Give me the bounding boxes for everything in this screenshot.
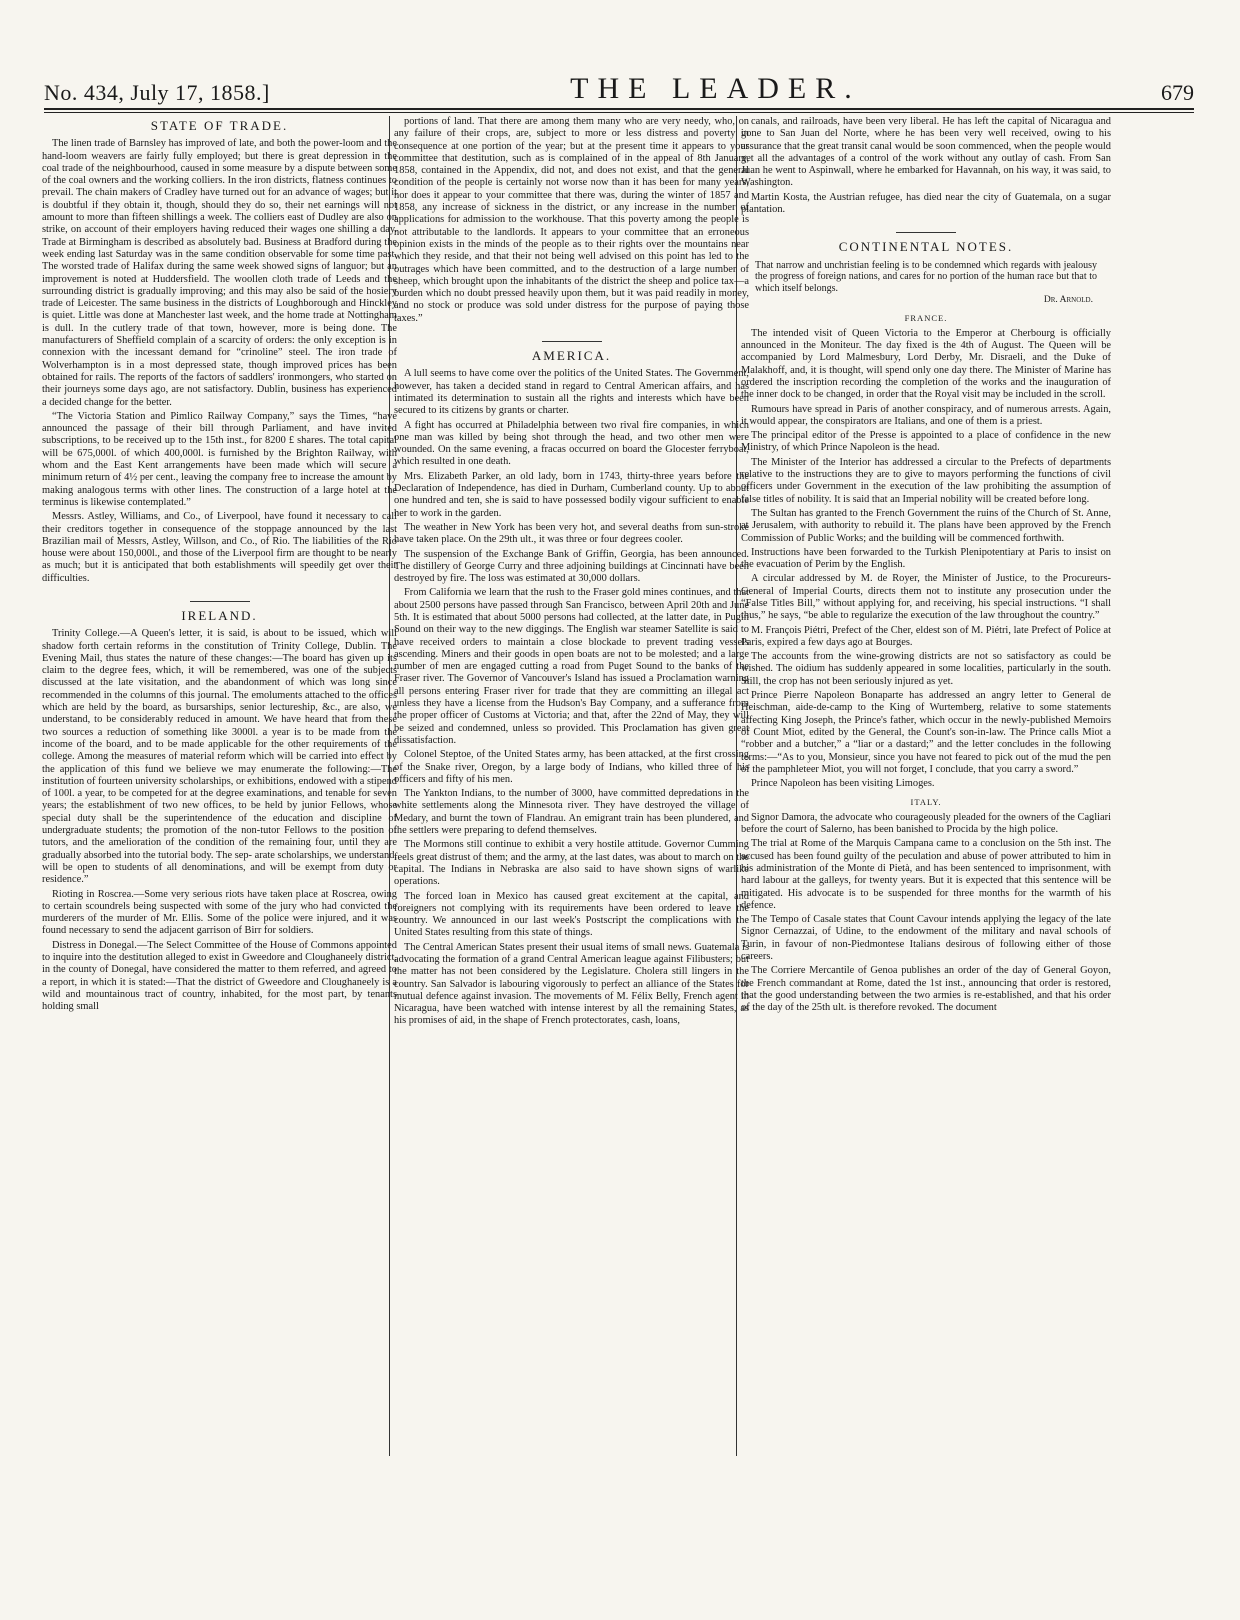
article-paragraph: The linen trade of Barnsley has improved of late, and both the power-loom and the hand-loom weavers are fairly fully employed; but there is great depression in the coal trade of the neighbourhood, caused in some measure by a dispute between some of the coal owners and the working colliers. In the iron districts, flatness continues to prevail. The chain makers of Cradley have turned out for an advance of wages; but it is doubtful if they obtain it, though, should they do so, their net earnings will not amount to more than fifteen shillings a week. The colliers east of Dudley are also on strike, on account of their employers having reduced their wages one shilling a day. Trade at Birmingham is described as absolutely bad. Business at Bradford during the week ending last Saturday was in the same condition observable for some time past. The worsted trade of Halifax during the same week showed signs of languor; but an improvement is noted at Huddersfield. The woollen cloth trade of Leeds and the surrounding district is gradually improving; and this may also be said of the hosiery trade of Leicester. The same business in the districts of Loughborough and Hinckley is quiet. Little was done at Manchester last week, and the home trade at Nottingham is dull. In the cutlery trade of that town, however, more is being done. The manufacturers of Sheffield complain of a scarcity of orders: the only exception is in connexion with the incessant demand for “crinoline” steel. The iron trade of Wolverhampton is in a most depressed state, though improved prices has been obtained for rails. The reports of the factors of saddlers' ironmongers, who started on their journeys some days ago, are not satisfactory. Dublin, business has experienced a decided change for the better.	[42, 138, 397, 408]
article-paragraph: Distress in Donegal.—The Select Committee of the House of Commons appointed to inquire into the destitution alleged to exist in Gweedore and Cloughaneely district, in the county of Donegal, have considered the matter to them referred, and agreed to a report, in which it is stated:—That the district of Gweedore and Cloughaneely is a wild and mountainous tract of country, inhabited, for the most part, by tenants holding small	[42, 939, 397, 1013]
epigraph-signature: Dr. Arnold.	[1043, 295, 1093, 306]
article-paragraph: The forced loan in Mexico has caused great excitement at the capital, and foreigners not complying with its requirements have been ordered to leave the country. We announced in our last week's Postscript the complications with the United States resulting from this state of things.	[394, 890, 749, 939]
article-paragraph: Signor Damora, the advocate who courageously pleaded for the owners of the Cagliari before the court of Salerno, has been banished to Procida by the high police.	[741, 811, 1111, 836]
epigraph: That narrow and unchristian feeling is to be condemned which regards with jealousy the progress of foreign nations, and cares for no portion of the human race but that to which itself belongs.	[755, 259, 1097, 294]
subheading-france: FRANCE.	[904, 313, 948, 324]
article-paragraph: The Central American States present their usual items of small news. Guatemala is advocating the formation of a grand Central American league against Filibusters; but the matter has not been considered by the Legislature. Cholera still lingers in the country. San Salvador is labouring vigorously to perfect an alliance of the States for mutual defence against invasion. The movements of M. Félix Belly, French agent in Nicaragua, have been watched with intense interest by all the remaining States, as his promises of aid, in the shape of French protectorates, cash, loans,	[394, 941, 749, 1027]
issue-line: No. 434, July 17, 1858.]	[44, 80, 270, 105]
masthead-rule-thin	[44, 112, 1194, 113]
section-separator	[542, 341, 602, 342]
article-paragraph: Trinity College.—A Queen's letter, it is said, is about to be issued, which will shadow forth certain reforms in the constitution of Trinity College, Dublin. The Evening Mail, thus states the nature of these changes:—The board has given up its claim to the degree fees, which, it will be remembered, was one of the subjects discussed at the late visitation, and the abandonment of which was long since recommended in the columns of this journal. The emoluments attached to the offices which are held by the board, as bursarships, senior lectureship, &c., are also, we understand, to be considerably reduced in amount. We have heard that from these two sources a reduction of something like 3000l. a year is to be made from the income of the board, and to be made applicable for the other requirements of the college. Among the measures of material reform which will be carried into effect by the application of this fund we believe we may enumerate the following:—The institution of fourteen university scholarships, or exhibitions, endowed with a stipend of 100l. a year, to be competed for at the degree examinations, and tenable for seven years; the establishment of two new offices, to be held by junior Fellows, whose special duty shall be the superintendence of the education and discipline of undergraduate students; the promotion of the non-tutor Fellows to the position of tutors, and the amelioration of the condition of the remaining four, until they are gradually absorbed into the tutorial body. The sep- arate scholarships, we understand, will be open to students of all denominations, and will be exempt from duty or residence.”	[42, 628, 397, 886]
article-paragraph: Mrs. Elizabeth Parker, an old lady, born in 1743, thirty-three years before the Declaration of Independence, has died in Durham, Cumberland county. Up to about one hundred and ten, she is said to have possessed bodily vigour sufficient to enable her to work in the garden.	[394, 470, 749, 519]
section-separator	[190, 601, 250, 602]
article-paragraph: The suspension of the Exchange Bank of Griffin, Georgia, has been announced. The distillery of George Curry and three adjoining buildings at Cincinnati have been destroyed by fire. The loss was estimated at 30,000 dollars.	[394, 548, 749, 585]
article-paragraph: A circular addressed by M. de Royer, the Minister of Justice, to the Procureurs-General of Imperial Courts, directs them not to institute any prosecution under the “False Titles Bill,” without applying for, and receiving, his special instructions. “I shall thus,” he says, “be able to regularize the execution of the law throughout the country.”	[741, 573, 1111, 622]
article-paragraph: M. François Piétri, Prefect of the Cher, eldest son of M. Piétri, late Prefect of Police at Paris, expired a few days ago at Bourges.	[741, 624, 1111, 648]
article-paragraph: Rioting in Roscrea.—Some very serious riots have taken place at Roscrea, owing to certain scoundrels being suspected with some of the jury who had convicted the murderers of the murder of Mr. Ellis. Some of the police were injured, and it was found necessary to send the adjacent garrison of Birr for soldiers.	[42, 888, 397, 937]
column-3	[741, 116, 1111, 1456]
article-paragraph: The Corriere Mercantile of Genoa publishes an order of the day of General Goyon, the French commandant at Rome, dated the 1st inst., announcing that order is restored, that the good understanding between the two armies is re-established, and that his order of the day of the 25th ult. is therefore revoked. The document	[741, 965, 1111, 1014]
masthead-rule	[44, 108, 1194, 110]
column-2	[394, 116, 749, 1456]
article-paragraph: portions of land. That there are among them many who are very needy, who, on any failure of their crops, are, subject to more or less distress and poverty in consequence at one portion of the year; but at the present time it appears to your committee that destitution, such as is complained of in the appeal of 8th January, 1858, contained in the Appendix, did not, and does not exist, and that the general condition of the people is certainly not worse now than it has been for many years, nor does it appear to your committee that there was, during the winter of 1857 and 1858, any increase of sickness in the district, or any increase in the number of applications for admission to the workhouse. That this poverty among the people is not attributable to the landlords. It appears to your committee that an erroneous opinion exists in the minds of the people as to their rights over the mountains near which they reside, and that their not being well advised on this point has led to the outrages which have been committed, and to the destruction of a large number of sheep, which brought upon the inhabitants of the district the sheep and police tax—a burden which no doubt pressed heavily upon them, but it was paid readily in money, and no stock or produce was sold under distress for the purpose of paying those taxes.”	[394, 116, 749, 324]
article-paragraph: A fight has occurred at Philadelphia between two rival fire companies, in which one man was killed by being shot through the head, and two other men were wounded. On the same evening, a fracas occurred on board the Glocester ferryboat, which resulted in one death.	[394, 419, 749, 468]
article-paragraph: The intended visit of Queen Victoria to the Emperor at Cherbourg is officially announced in the Moniteur. The day fixed is the 4th of August. The Queen will be accompanied by Lord Malmesbury, Lord Derby, Mr. Disraeli, and the Duke of Malakhoff, and, it is thought, will spend only one day there. The Minister of Marine has ordered the inscription recording the completion of the works and the inauguration of the inner dock to be changed, in order that the Royal visit may be included in the scroll.	[741, 327, 1111, 401]
article-paragraph: From California we learn that the rush to the Fraser gold mines continues, and that about 2500 persons have passed through San Francisco, between April 20th and June 5th. It is estimated that about 5000 persons had collected, at the latter date, in Pugin Sound on their way to the new diggings. The English war steamer Satellite is said to have received orders to maintain a close blockade to prevent trading vessels ascending. Miners and their goods in open boats are not to be molested; and a large number of men are engaged cutting a road from Puget Sound to the banks of the Fraser river. The Governor of Vancouver's Island has issued a Proclamation warning all persons entering Fraser river for trade that they are committing an illegal act unless they have a license from the Hudson's Bay Company, and a sufferance from the proper officer of Customs at Victoria; and that, after the 22nd of May, they will be seized and condemned, unless so provided. This Proclamation has given great dissatisfaction.	[394, 587, 749, 746]
article-paragraph: The Sultan has granted to the French Government the ruins of the Church of St. Anne, at Jerusalem, with authority to rebuild it. The plans have been approved by the French Commission of Public Works; and the building will be commenced forthwith.	[741, 507, 1111, 544]
article-paragraph: A lull seems to have come over the politics of the United States. The Government, however, has taken a decided stand in regard to Central American affairs, and has intimated its determination to sustain all the rights and interests which have been secured to its citizens by grants or charter.	[394, 368, 749, 417]
article-paragraph: The principal editor of the Presse is appointed to a place of confidence in the new Ministry, of which Prince Napoleon is the head.	[741, 430, 1111, 454]
section-heading-america: AMERICA.	[531, 348, 612, 364]
article-paragraph: Instructions have been forwarded to the Turkish Plenipotentiary at Paris to insist on the evacuation of Perim by the English.	[741, 546, 1111, 571]
article-paragraph: The trial at Rome of the Marquis Campana came to a conclusion on the 5th inst. The accused has been found guilty of the peculation and abuse of power attributed to him in his administration of the Monte di Pietà, and has been sentenced to imprisonment, with hard labour at the galleys, for twenty years. But it is expected that this sentence will be mitigated. His advocate is to be suspended for three months for the warmth of his defence.	[741, 838, 1111, 911]
article-paragraph: The accounts from the wine-growing districts are not so satisfactory as could be wished. The oidium has suddenly appeared in some localities, particularly in the south. Still, the crop has not been seriously injured as yet.	[741, 651, 1111, 687]
article-paragraph: The Mormons still continue to exhibit a very hostile attitude. Governor Cumming feels great distrust of them; and the army, at the last dates, was about to march on the capital. The Indians in Nebraska are also said to have shown signs of warlike operations.	[394, 839, 749, 888]
article-paragraph: Martin Kosta, the Austrian refugee, has died near the city of Guatemala, on a sugar plantation.	[741, 191, 1111, 216]
article-paragraph: The weather in New York has been very hot, and several deaths from sun-stroke have taken place. On the 29th ult., it was three or four degrees cooler.	[394, 521, 749, 546]
article-paragraph: Colonel Steptoe, of the United States army, has been attacked, at the first crossing of the Snake river, Oregon, by a large body of Indians, who killed three of his officers and fifty of his men.	[394, 749, 749, 785]
article-paragraph: The Yankton Indians, to the number of 3000, have committed depredations in the white settlements along the Minnesota river. They have destroyed the village of Medary, and burnt the town of Flandrau. An emigrant train has been plundered, and the settlers were preparing to defend themselves.	[394, 788, 749, 837]
article-paragraph: canals, and railroads, have been very liberal. He has left the capital of Nicaragua and gone to San Juan del Norte, where he has been very well received, owing to his assurance that the great transit canal would be soon commenced, when the people would get all the advantages of a control of the work without any outlay of cash. From San Juan he went to Aspinwall, where he embarked for Havannah, on his way, it was said, to Washington.	[741, 116, 1111, 189]
article-paragraph: The Minister of the Interior has addressed a circular to the Prefects of departments relative to the instructions they are to give to mayors performing the functions of civil officers under Government in the execution of the law prohibiting the assumption of false titles of nobility. It is said that an Imperial nobility will be created before long.	[741, 456, 1111, 505]
section-heading-continental-notes: CONTINENTAL NOTES.	[838, 239, 1014, 255]
article-paragraph: Prince Pierre Napoleon Bonaparte has addressed an angry letter to General de Heischman, aide-de-camp to the King of Wurtemberg, relative to some statements affecting King Joseph, the Prince's father, which occur in the newly-published Memoirs of Count Miot, edited by the General, the Count's son-in-law. The Prince calls Miot a “robber and a butcher,” a “liar or a dastard;” and the letter concludes in the following terms:—“As to you, Monsieur, since you have not feared to pick out of the mud the pen of the pamphleteer Miot, you will not forget, I conclude, that you carry a sword.”	[741, 690, 1111, 775]
column-1	[42, 116, 397, 1456]
page-number: 679	[1161, 80, 1194, 105]
section-separator	[896, 232, 956, 233]
subheading-italy: ITALY.	[910, 797, 942, 808]
section-heading-state-of-trade: STATE OF TRADE.	[150, 118, 289, 133]
article-paragraph: The Tempo of Casale states that Count Cavour intends applying the legacy of the late Signor Cernazzai, of Udine, to the endowment of the military and naval schools of Turin, in favour of non-Piedmontese Italians desirous of following either of those careers.	[741, 914, 1111, 963]
article-paragraph: Messrs. Astley, Williams, and Co., of Liverpool, have found it necessary to call their creditors together in consequence of the stoppage announced by the last Brazilian mail of Messrs, Astley, Willson, and Co., of Rio. The liabilities of the Rio house were about 150,000l., and those of the Liverpool firm are thought to be nearly as much; but it is anticipated that both establishments will speedily get over their difficulties.	[42, 511, 397, 584]
article-paragraph: “The Victoria Station and Pimlico Railway Company,” says the Times, “have announced the passage of their bill through Parliament, and have invited subscriptions, to be received up to the 15th inst., for 8200 £ shares. The total capital will be 675,000l. of which 400,000l. is furnished by the Brighton Railway, with whom and the East Kent arrangements have been made which will secure a minimum return of 4½ per cent., leaving the company free to increase the amount by making analogous terms with other lines. The construction of a large hotel at the terminus is likewise contemplated.”	[42, 410, 397, 508]
masthead	[44, 72, 1194, 106]
section-heading-ireland: IRELAND.	[181, 607, 258, 623]
article-paragraph: Rumours have spread in Paris of another conspiracy, and of numerous arrests. Again, it would appear, the conspirators are Italians, and one of them is a priest.	[741, 403, 1111, 427]
article-paragraph: Prince Napoleon has been visiting Limoges.	[751, 778, 935, 790]
newspaper-title: THE LEADER.	[570, 72, 861, 105]
